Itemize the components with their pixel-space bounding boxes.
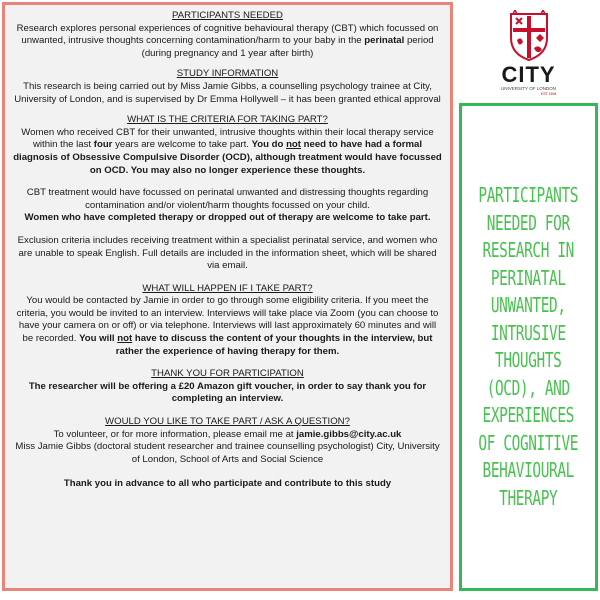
headline-line: RESEARCH IN: [482, 238, 575, 262]
not-underlined: not: [286, 139, 301, 151]
thank-you-heading: THANK YOU FOR PARTICIPATION: [151, 368, 304, 380]
no-discussion-bold: [79, 333, 432, 357]
email-link[interactable]: jamie.gibbs@city.ac.uk: [296, 428, 402, 440]
criteria-text-2-bold: [13, 212, 442, 225]
what-happens-heading: WHAT WILL HAPPEN IF I TAKE PART?: [142, 282, 313, 294]
researcher-details: Miss Jamie Gibbs (doctoral student researcher and trainee counselling psychologist) City, University of London, School of Arts and Social Science: [15, 441, 440, 465]
crest-icon: [507, 10, 551, 62]
headline-line: BEHAVIOURAL: [482, 458, 575, 482]
criteria-text-part: Women who received CBT for their unwanted, intrusive thoughts within their local therapy service within the last: [21, 126, 434, 151]
headline-panel: [459, 103, 598, 591]
perinatal-bold: perinatal: [364, 35, 405, 47]
what-happens-text: [13, 295, 442, 358]
exclusion-text: Exclusion criteria includes receiving treatment within a specialist perinatal service, and women who are unable to speak English. Full details are included in the information sheet, which will be shared via email.: [17, 234, 438, 272]
headline-line: THOUGHTS: [495, 348, 562, 372]
headline-line: UNWANTED,: [491, 293, 566, 317]
criteria-text-part: years are welcome to take part.: [112, 139, 252, 151]
headline-line: PERINATAL: [491, 265, 566, 290]
headline-line: NEEDED FOR: [486, 210, 571, 235]
not-underlined: not: [117, 333, 133, 345]
city-logo: [459, 2, 598, 102]
headline-line: (OCD), AND: [486, 375, 571, 400]
four-bold: four: [93, 139, 113, 151]
contact-part: To volunteer, or for more information, please email me at: [53, 428, 297, 440]
completed-therapy-bold: Women who have completed therapy or dropped out of therapy are welcome to take part.: [24, 212, 431, 224]
headline-line: INTRUSIVE: [491, 320, 566, 345]
participants-needed-heading: PARTICIPANTS NEEDED: [172, 10, 283, 21]
footer-thanks: Thank you in advance to all who participate and contribute to this study: [63, 478, 392, 490]
flyer-body: [2, 2, 453, 591]
study-info-heading: STUDY INFORMATION: [176, 68, 279, 80]
no-discussion-part: have to discuss the content of your thoughts in the interview, but rather the experience of having therapy for them.: [115, 333, 433, 357]
criteria-heading: WHAT IS THE CRITERIA FOR TAKING PART?: [127, 114, 328, 126]
city-wordmark: CITY: [501, 62, 556, 87]
criteria-text-1: [13, 127, 442, 177]
take-part-heading: WOULD YOU LIKE TO TAKE PART / ASK A QUESTION?: [105, 416, 350, 428]
headline-text: [479, 182, 579, 512]
voucher-text: [13, 381, 442, 406]
intro-text-b: period (during pregnancy and 1 year after birth): [141, 35, 434, 59]
city-established: EST 1894: [541, 92, 557, 96]
criteria-text-2: CBT treatment would have focussed on perinatal unwanted and distressing thoughts regarding contamination and/or violent/harm thoughts focussed on your child.: [26, 187, 429, 211]
diagnosis-bold-part: need to have had a formal diagnosis of Obsessive Compulsive Disorder (OCD), although treatment would have focussed on OCD. You may also no longer experience these thoughts.: [13, 139, 442, 176]
headline-line: OF COGNITIVE: [478, 430, 579, 455]
headline-line: THERAPY: [499, 485, 558, 510]
study-info-text: This research is being carried out by Miss Jamie Gibbs, a counselling psychology trainee at City, University of London, and is supervised by Dr Emma Hollywell – it has been granted ethical approval: [14, 80, 441, 105]
headline-line: PARTICIPANTS: [478, 183, 579, 207]
participants-needed-text: [13, 23, 442, 61]
contact-text: [13, 429, 442, 442]
city-subtitle: UNIVERSITY OF LONDON: [501, 86, 556, 91]
diagnosis-bold-part: You do: [251, 139, 287, 151]
intro-text-a: Research explores personal experiences of cognitive behavioural therapy (CBT) which focussed on unwanted, intrusive thoughts concerning contamination/harm to your baby in the: [16, 22, 439, 47]
voucher-bold: The researcher will be offering a £20 Amazon gift voucher, in order to say thank you for completing an interview.: [28, 380, 427, 405]
headline-line: EXPERIENCES: [482, 403, 575, 427]
what-happens-part: You would be contacted by Jamie in order to go through some eligibility criteria. If you meet the criteria, you would be invited to an interview. Interviews will take place via Zoom (you can choose to have your camera on or off) or via telephone. Interviews will last approximately 60 minutes and will be recorded.: [16, 295, 439, 345]
no-discussion-part: You will: [79, 333, 118, 345]
